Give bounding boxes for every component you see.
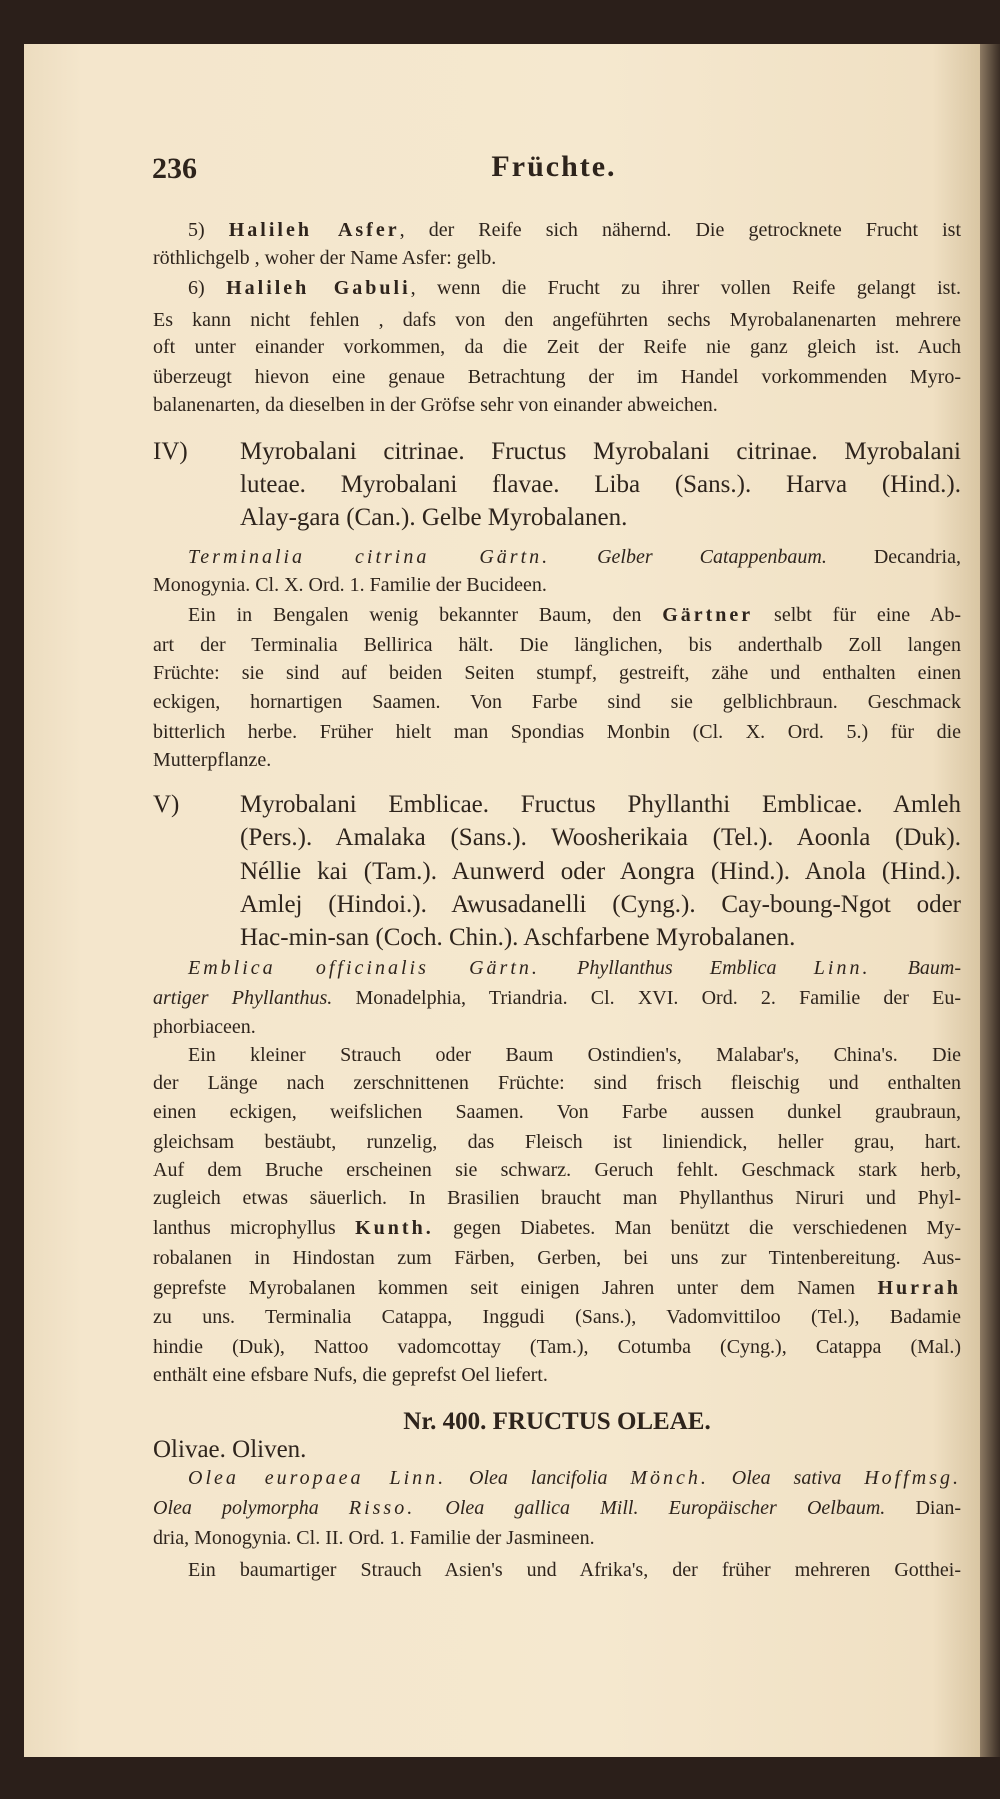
- text-segment: zugleich etwas säuerlich. In Brasilien braucht man Phyllanthus Niruri und Phyl-: [153, 1187, 961, 1209]
- text-line: [153, 1275, 961, 1301]
- text-line: [153, 1525, 961, 1551]
- text-segment: [319, 1497, 349, 1519]
- heading-line: [240, 790, 961, 820]
- text-segment: überzeugt hievon eine genaue Betrachtung der im Handel vorkommenden Myro-: [153, 366, 961, 388]
- text-segment: Olea polymorpha: [153, 1497, 319, 1519]
- text-segment: oft unter einander vorkommen, da die Zeit der Reife nie ganz gleich ist. Auch: [153, 336, 961, 358]
- text-segment: [415, 1497, 445, 1519]
- text-segment: Hoffmsg.: [864, 1467, 962, 1489]
- running-header: Früchte.: [491, 150, 617, 183]
- text-segment: (Pers.). Amalaka (Sans.). Woosherikaia (Tel.). Aoonla (Duk).: [240, 824, 961, 851]
- text-segment: Nr. 400. FRUCTUS OLEAE.: [403, 1408, 711, 1435]
- text-segment: [446, 1467, 469, 1489]
- text-segment: Es kann nicht fehlen , dafs von den angeführten sechs Myrobalanenarten mehrere: [153, 309, 961, 331]
- page-number: 236: [152, 152, 197, 185]
- text-line: [153, 1099, 961, 1125]
- text-line: [153, 245, 961, 271]
- text-segment: Myrobalani citrinae. Fructus Myrobalani citrinae. Myrobalani: [240, 438, 961, 465]
- text-segment: Emblica officinalis Gärtn.: [188, 957, 540, 979]
- text-line: [153, 1185, 961, 1211]
- text-segment: Baum-: [907, 957, 962, 979]
- text-line: [188, 275, 961, 301]
- text-segment: Olea lancifolia: [469, 1467, 608, 1489]
- text-segment: [638, 1497, 668, 1519]
- text-segment: geprefste Myrobalanen kommen seit einigen Jahren unter dem Namen: [153, 1277, 878, 1299]
- text-segment: , wenn die Frucht zu ihrer vollen Reife gelangt ist.: [410, 277, 961, 299]
- text-segment: Europäischer Oelbaum.: [668, 1497, 886, 1519]
- text-segment: [841, 1467, 864, 1489]
- text-line: [153, 1495, 961, 1521]
- text-line: [153, 1070, 961, 1096]
- text-segment: robalanen in Hindostan zum Färben, Gerben, bei uns zur Tintenbereitung. Aus-: [153, 1247, 961, 1269]
- text-line: [188, 602, 961, 628]
- text-line: [153, 1362, 961, 1388]
- text-line: [153, 1157, 961, 1183]
- text-segment: selbt für eine Ab-: [753, 604, 962, 626]
- text-segment: Phyllanthus Emblica: [577, 957, 777, 979]
- text-line: [153, 1014, 961, 1040]
- section-heading: [153, 1407, 961, 1437]
- text-segment: gleichsam bestäubt, runzelig, das Fleisch ist liniendick, heller grau, hart.: [153, 1131, 961, 1153]
- text-line: [153, 307, 961, 333]
- text-line: [153, 719, 961, 745]
- text-segment: Auf dem Bruche erscheinen sie schwarz. Geruch fehlt. Geschmack stark herb,: [153, 1159, 961, 1181]
- text-segment: Gelber Catappenbaum.: [597, 546, 827, 568]
- text-segment: hindie (Duk), Nattoo vadomcottay (Tam.), Cotumba (Cyng.), Catappa (Mal.): [153, 1336, 961, 1358]
- text-segment: dria, Monogynia. Cl. II. Ord. 1. Familie der Jasmineen.: [153, 1527, 595, 1549]
- text-segment: phorbiaceen.: [153, 1016, 256, 1038]
- text-segment: artiger Phyllanthus.: [153, 987, 333, 1009]
- text-segment: Decandria,: [826, 546, 961, 568]
- text-segment: Hurrah: [877, 1277, 961, 1299]
- text-line: [153, 660, 961, 686]
- text-line: [153, 1129, 961, 1155]
- text-segment: eckigen, hornartigen Saamen. Von Farbe sind sie gelblichbraun. Geschmack: [153, 691, 961, 713]
- text-segment: Amlej (Hindoi.). Awusadanelli (Cyng.). Cay-boung-Ngot oder: [240, 891, 961, 918]
- text-segment: Mutterpflanze.: [153, 749, 272, 771]
- heading-line: [240, 437, 961, 467]
- text-segment: [777, 957, 814, 979]
- text-line: [188, 1042, 961, 1068]
- text-line: [153, 572, 961, 598]
- text-segment: , der Reife sich nähernd. Die getrocknete Frucht ist: [399, 219, 962, 241]
- text-line: [188, 544, 961, 570]
- text-segment: Monogynia. Cl. X. Ord. 1. Familie der Bucideen.: [153, 574, 547, 596]
- text-line: [188, 1465, 961, 1491]
- section-label-iv: IV): [153, 438, 188, 465]
- text-line: [188, 1557, 961, 1583]
- text-segment: Myrobalani Emblicae. Fructus Phyllanthi Emblicae. Amleh: [240, 791, 961, 818]
- text-segment: der Länge nach zerschnittenen Früchte: sind frisch fleischig und enthalten: [153, 1072, 961, 1094]
- text-segment: [540, 957, 577, 979]
- section-label-v: V): [153, 791, 180, 818]
- text-segment: Halileh Asfer: [228, 219, 400, 241]
- text-segment: Dian-: [885, 1497, 961, 1519]
- text-segment: [550, 546, 597, 568]
- heading-line: [240, 923, 961, 953]
- text-segment: [870, 957, 907, 979]
- text-line: [188, 217, 961, 243]
- text-segment: röthlichgelb , woher der Name Asfer: gelb.: [153, 247, 497, 269]
- text-segment: Mönch.: [630, 1467, 709, 1489]
- text-segment: Olea sativa: [731, 1467, 842, 1489]
- text-segment: luteae. Myrobalani flavae. Liba (Sans.). Harva (Hind.).: [240, 471, 961, 498]
- text-line: [153, 334, 961, 360]
- text-segment: balanenarten, da dieselben in der Gröfse sehr von einander abweichen.: [153, 394, 718, 416]
- text-line: [153, 1334, 961, 1360]
- text-segment: Terminalia citrina Gärtn.: [188, 546, 551, 568]
- text-line: [153, 392, 961, 418]
- text-segment: Ein baumartiger Strauch Asien's und Afrika's, der früher mehreren Gotthei-: [188, 1559, 961, 1581]
- text-line: [153, 1245, 961, 1271]
- text-segment: Olivae. Oliven.: [153, 1436, 307, 1463]
- text-segment: Gärtner: [662, 604, 754, 626]
- text-segment: gegen Diabetes. Man benützt die verschiedenen My-: [433, 1217, 962, 1239]
- text-segment: Linn.: [813, 957, 871, 979]
- text-line: [153, 985, 961, 1011]
- text-line: [153, 364, 961, 390]
- text-segment: Halileh Gabuli: [226, 277, 411, 299]
- text-segment: 5): [188, 219, 229, 241]
- heading-line: [240, 823, 961, 853]
- text-segment: Kunth.: [355, 1217, 434, 1239]
- text-segment: Olea gallica Mill.: [445, 1497, 639, 1519]
- text-segment: Ein kleiner Strauch oder Baum Ostindien's, Malabar's, China's. Die: [188, 1044, 961, 1066]
- text-segment: Ein in Bengalen wenig bekannter Baum, den: [188, 604, 663, 626]
- text-segment: Alay-gara (Can.). Gelbe Myrobalanen.: [240, 504, 628, 531]
- text-segment: einen eckigen, weifslichen Saamen. Von Farbe aussen dunkel graubraun,: [153, 1101, 961, 1123]
- text-segment: lanthus microphyllus: [153, 1217, 356, 1239]
- heading-line: [153, 1435, 961, 1465]
- text-segment: Olea europaea Linn.: [188, 1467, 447, 1489]
- text-segment: [607, 1467, 630, 1489]
- text-segment: 6): [188, 277, 227, 299]
- heading-line: [240, 890, 961, 920]
- text-line: [153, 689, 961, 715]
- text-segment: [709, 1467, 732, 1489]
- text-line: [153, 632, 961, 658]
- heading-line: [240, 857, 961, 887]
- page-edge: [980, 44, 1000, 1757]
- text-segment: Risso.: [348, 1497, 416, 1519]
- text-line: [153, 1215, 961, 1241]
- text-segment: bitterlich herbe. Früher hielt man Spondias Monbin (Cl. X. Ord. 5.) für die: [153, 721, 961, 743]
- heading-line: [240, 470, 961, 500]
- text-segment: Monadelphia, Triandria. Cl. XVI. Ord. 2. Familie der Eu-: [332, 987, 962, 1009]
- text-segment: enthält eine efsbare Nufs, die geprefst Oel liefert.: [153, 1364, 548, 1386]
- text-line: [153, 747, 961, 773]
- text-segment: Hac-min-san (Coch. Chin.). Aschfarbene Myrobalanen.: [240, 924, 796, 951]
- text-segment: Néllie kai (Tam.). Aunwerd oder Aongra (Hind.). Anola (Hind.).: [240, 858, 961, 885]
- text-segment: zu uns. Terminalia Catappa, Inggudi (Sans.), Vadomvittiloo (Tel.), Badamie: [153, 1306, 961, 1328]
- text-line: [153, 1304, 961, 1330]
- heading-line: [240, 503, 961, 533]
- text-segment: Früchte: sie sind auf beiden Seiten stumpf, gestreift, zähe und enthalten einen: [153, 662, 961, 684]
- text-line: [188, 955, 961, 981]
- text-segment: art der Terminalia Bellirica hält. Die länglichen, bis anderthalb Zoll langen: [153, 634, 961, 656]
